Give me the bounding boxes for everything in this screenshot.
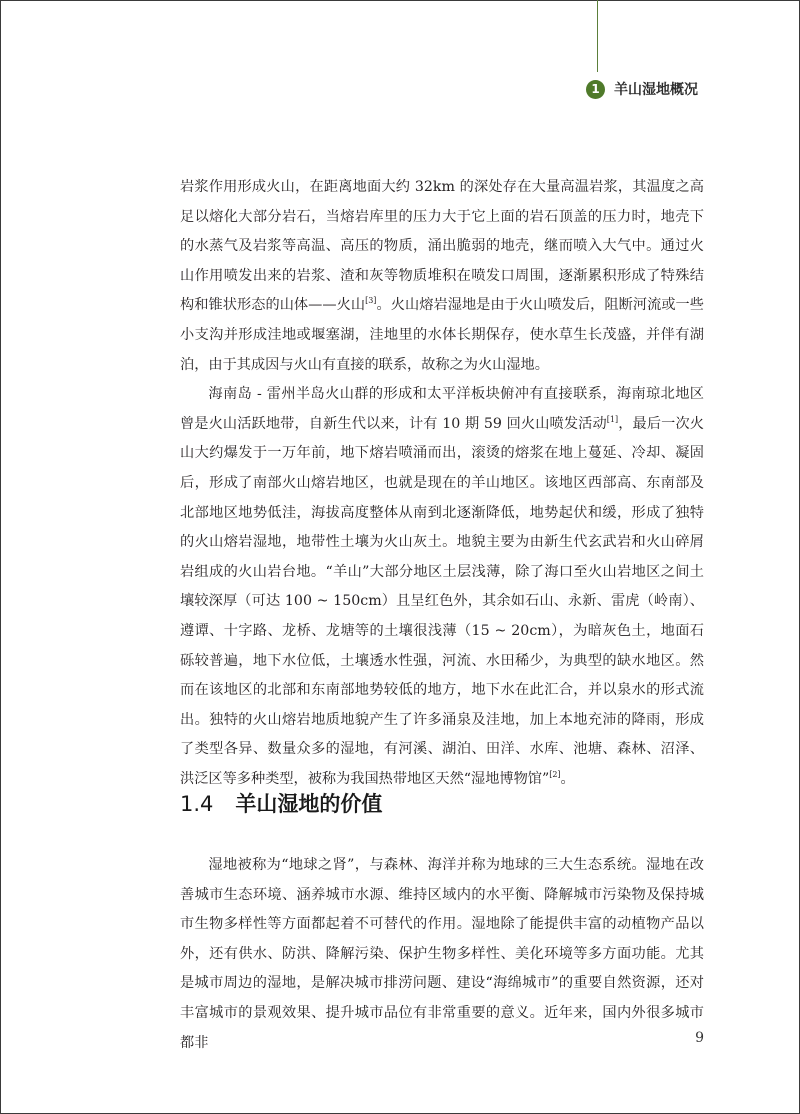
page-number: 9 [695,1030,704,1046]
chapter-number-badge: 1 [586,80,605,99]
chapter-title: 羊山湿地概况 [614,82,698,98]
citation-ref: [3] [365,296,377,306]
chapter-header [586,79,698,99]
section-number: 1.4 [180,792,214,816]
section-heading [180,788,382,818]
citation-ref: [1] [606,414,619,424]
header-rule [597,0,598,72]
citation-ref: [2] [549,769,561,779]
paragraph-hainan-volcanoes: 海南岛 - 雷州半岛火山群的形成和太平洋板块俯冲有直接联系，海南琼北地区曾是火山活跃地带，自新生代以来，计有 10 期 59 回火山喷发活动[1]，最后一次火山大约爆发于一万年前，地下熔岩喷涌而出，滚烫的熔浆在地上蔓延、冷却、凝固后，形成了南部火山熔岩地区，也就是现在的羊山地区。该地区西部高、东南部及北部地区地势低洼，海拔高度整体从南到北逐渐降低，地势起伏和缓，形成了独特的火山熔岩湿地，地带性土壤为火山灰土。地貌主要为由新生代玄武岩和火山碎屑岩组成的火山岩台地。“羊山”大部分地区土层浅薄，除了海口至火山岩地区之间土壤较深厚（可达 100 ~ 150cm）且呈红色外，其余如石山、永新、雷虎（岭南）、遵谭、十字路、龙桥、龙塘等的土壤很浅薄（15 ~ 20cm），为暗灰色土，地面石砾较普遍，地下水位低，土壤透水性强，河流、水田稀少，为典型的缺水地区。然而在该地区的北部和东南部地势较低的地方，地下水在此汇合，并以泉水的形式流出。独特的火山熔岩地质地貌产生了许多涌泉及洼地，加上本地充沛的降雨，形成了类型各异、数量众多的湿地，有河溪、湖泊、田洋、水库、池塘、森林、沼泽、洪泛区等多种类型，被称为我国热带地区天然“湿地博物馆”[2]。 [180,386,704,787]
body-text-bottom [180,851,704,1058]
section-title: 羊山湿地的价值 [235,792,383,816]
paragraph-volcano-formation: 岩浆作用形成火山，在距离地面大约 32km 的深处存在大量高温岩浆，其温度之高足以熔化大部分岩石，当熔岩库里的压力大于它上面的岩石顶盖的压力时，地壳下的水蒸气及岩浆等高温、高压的物质，涌出脆弱的地壳，继而喷入大气中。通过火山作用喷发出来的岩浆、渣和灰等物质堆积在喷发口周围，逐渐累积形成了特殊结构和锥状形态的山体——火山[3]。火山熔岩湿地是由于火山喷发后，阻断河流或一些小支沟并形成洼地或堰塞湖，洼地里的水体长期保存，使水草生长茂盛，并伴有湖泊，由于其成因与火山有直接的联系，故称之为火山湿地。 [180,179,704,373]
paragraph-wetland-value: 湿地被称为“地球之肾”，与森林、海洋并称为地球的三大生态系统。湿地在改善城市生态环境、涵养城市水源、维持区域内的水平衡、降解城市污染物及保持城市生物多样性等方面都起着不可替代的作用。湿地除了能提供丰富的动植物产品以外，还有供水、防洪、降解污染、保护生物多样性、美化环境等多方面功能。尤其是城市周边的湿地，是解决城市排涝问题、建设“海绵城市”的重要自然资源，还对丰富城市的景观效果、提升城市品位有非常重要的意义。近年来，国内外很多城市都非 [180,857,704,1051]
body-text-top [180,173,704,794]
